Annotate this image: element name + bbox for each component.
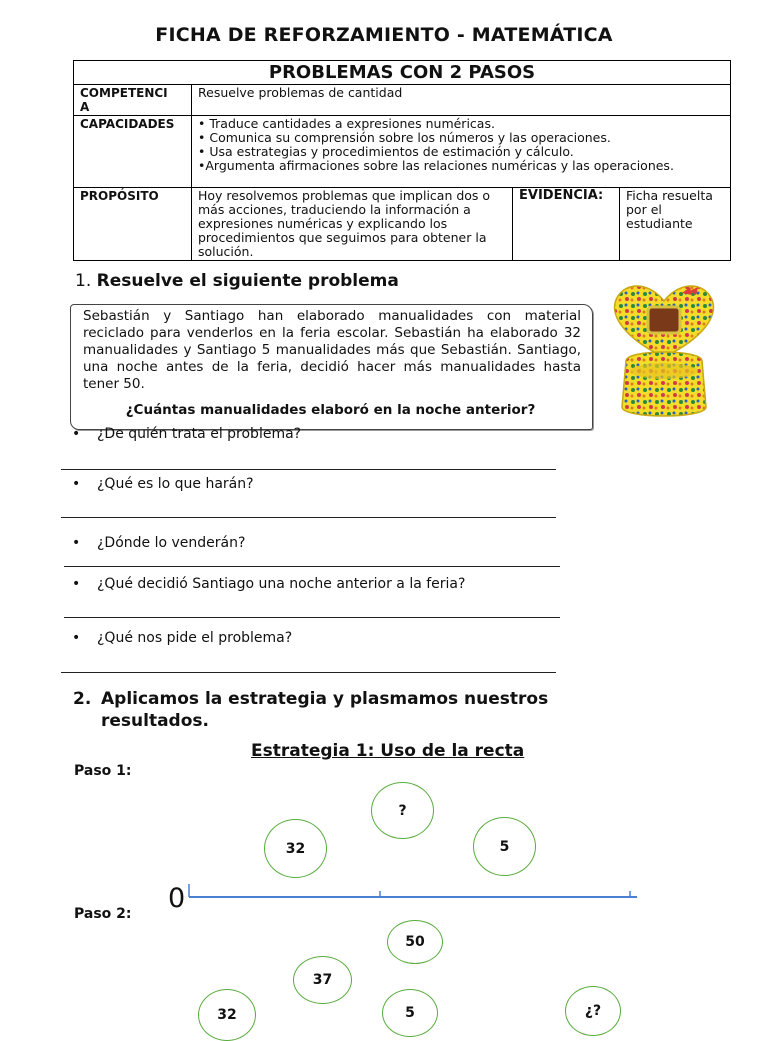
section1-heading: [75, 271, 399, 291]
paso2-label: Paso 2:: [74, 906, 132, 922]
answer-line[interactable]: [64, 566, 560, 567]
bullet-icon: •: [72, 630, 81, 646]
capacidad-item: •Argumenta afirmaciones sobre las relaciones numéricas y las operaciones.: [198, 158, 674, 173]
competencia-label: [74, 85, 192, 116]
number-line: [185, 880, 645, 904]
section2-number: 2.: [73, 689, 92, 709]
competencia-value: Resuelve problemas de cantidad: [192, 85, 731, 116]
answer-line[interactable]: [61, 469, 556, 470]
competencia-label-line2: A: [80, 100, 90, 114]
question-item: [72, 576, 465, 592]
capacidades-label: CAPACIDADES: [74, 116, 192, 188]
problem-question: ¿Cuántas manualidades elaboró en la noche anterior?: [125, 402, 536, 418]
proposito-value: Hoy resolvemos problemas que implican dos o más acciones, traduciendo la información a expresiones numéricas y explicando los procedimientos que seguimos para obtener la solución.: [192, 188, 513, 261]
question-item: [72, 476, 254, 492]
paso1-label: Paso 1:: [74, 763, 132, 779]
evidencia-label: EVIDENCIA:: [513, 188, 620, 261]
heart-box-image: [606, 279, 722, 425]
strategy-title: Estrategia 1: Uso de la recta: [251, 741, 525, 761]
paso2-circle-32: 32: [198, 989, 256, 1041]
competencia-label-line1: COMPETENCI: [80, 86, 168, 100]
paso2-circle-5: 5: [382, 989, 438, 1037]
paso1-circle-unknown: ?: [371, 782, 434, 839]
proposito-label: PROPÓSITO: [74, 188, 192, 261]
bullet-icon: •: [72, 576, 81, 592]
paso1-circle-5: 5: [473, 817, 536, 876]
question-text: ¿Dónde lo venderán?: [97, 535, 246, 551]
paso1-circle-32: 32: [264, 819, 327, 878]
table-subtitle: PROBLEMAS CON 2 PASOS: [74, 61, 731, 85]
answer-line[interactable]: [61, 672, 556, 673]
paso2-circle-unknown: ¿?: [565, 986, 621, 1036]
question-text: ¿Qué nos pide el problema?: [97, 630, 293, 646]
bullet-icon: •: [72, 535, 81, 551]
section2-title: Aplicamos la estrategia y plasmamos nuestros resultados.: [101, 689, 549, 731]
question-text: ¿Qué es lo que harán?: [97, 476, 254, 492]
capacidades-list: [192, 116, 731, 188]
question-item: [72, 426, 301, 442]
question-text: ¿Qué decidió Santiago una noche anterior a la feria?: [97, 576, 466, 592]
bullet-icon: •: [72, 426, 81, 442]
zero-label: 0: [168, 883, 186, 914]
bullet-icon: •: [72, 476, 81, 492]
problem-text: Sebastián y Santiago han elaborado manualidades con material reciclado para venderlos en la feria escolar. Sebastián ha elaborado 32 manualidades y Santiago 5 manualidades más que Sebastián. Santiago, una noche antes de la feria, decidió hacer más manualidades hasta tener 50.: [83, 308, 581, 392]
capacidad-item: • Comunica su comprensión sobre los números y las operaciones.: [198, 130, 611, 145]
section2-heading: [73, 688, 633, 732]
info-table: [73, 60, 731, 261]
paso2-circle-50: 50: [387, 920, 443, 964]
page-title: FICHA DE REFORZAMIENTO - MATEMÁTICA: [155, 24, 613, 46]
question-item: [72, 535, 245, 551]
answer-line[interactable]: [61, 517, 556, 518]
answer-line[interactable]: [64, 617, 560, 618]
question-text: ¿De quién trata el problema?: [97, 426, 302, 442]
question-item: [72, 630, 292, 646]
capacidad-item: • Usa estrategias y procedimientos de estimación y cálculo.: [198, 144, 574, 159]
evidencia-value: Ficha resuelta por el estudiante: [620, 188, 731, 261]
paso2-circle-37: 37: [293, 956, 352, 1004]
section1-number: 1.: [75, 271, 92, 291]
capacidad-item: • Traduce cantidades a expresiones numéricas.: [198, 116, 495, 131]
section1-title: Resuelve el siguiente problema: [96, 271, 399, 291]
